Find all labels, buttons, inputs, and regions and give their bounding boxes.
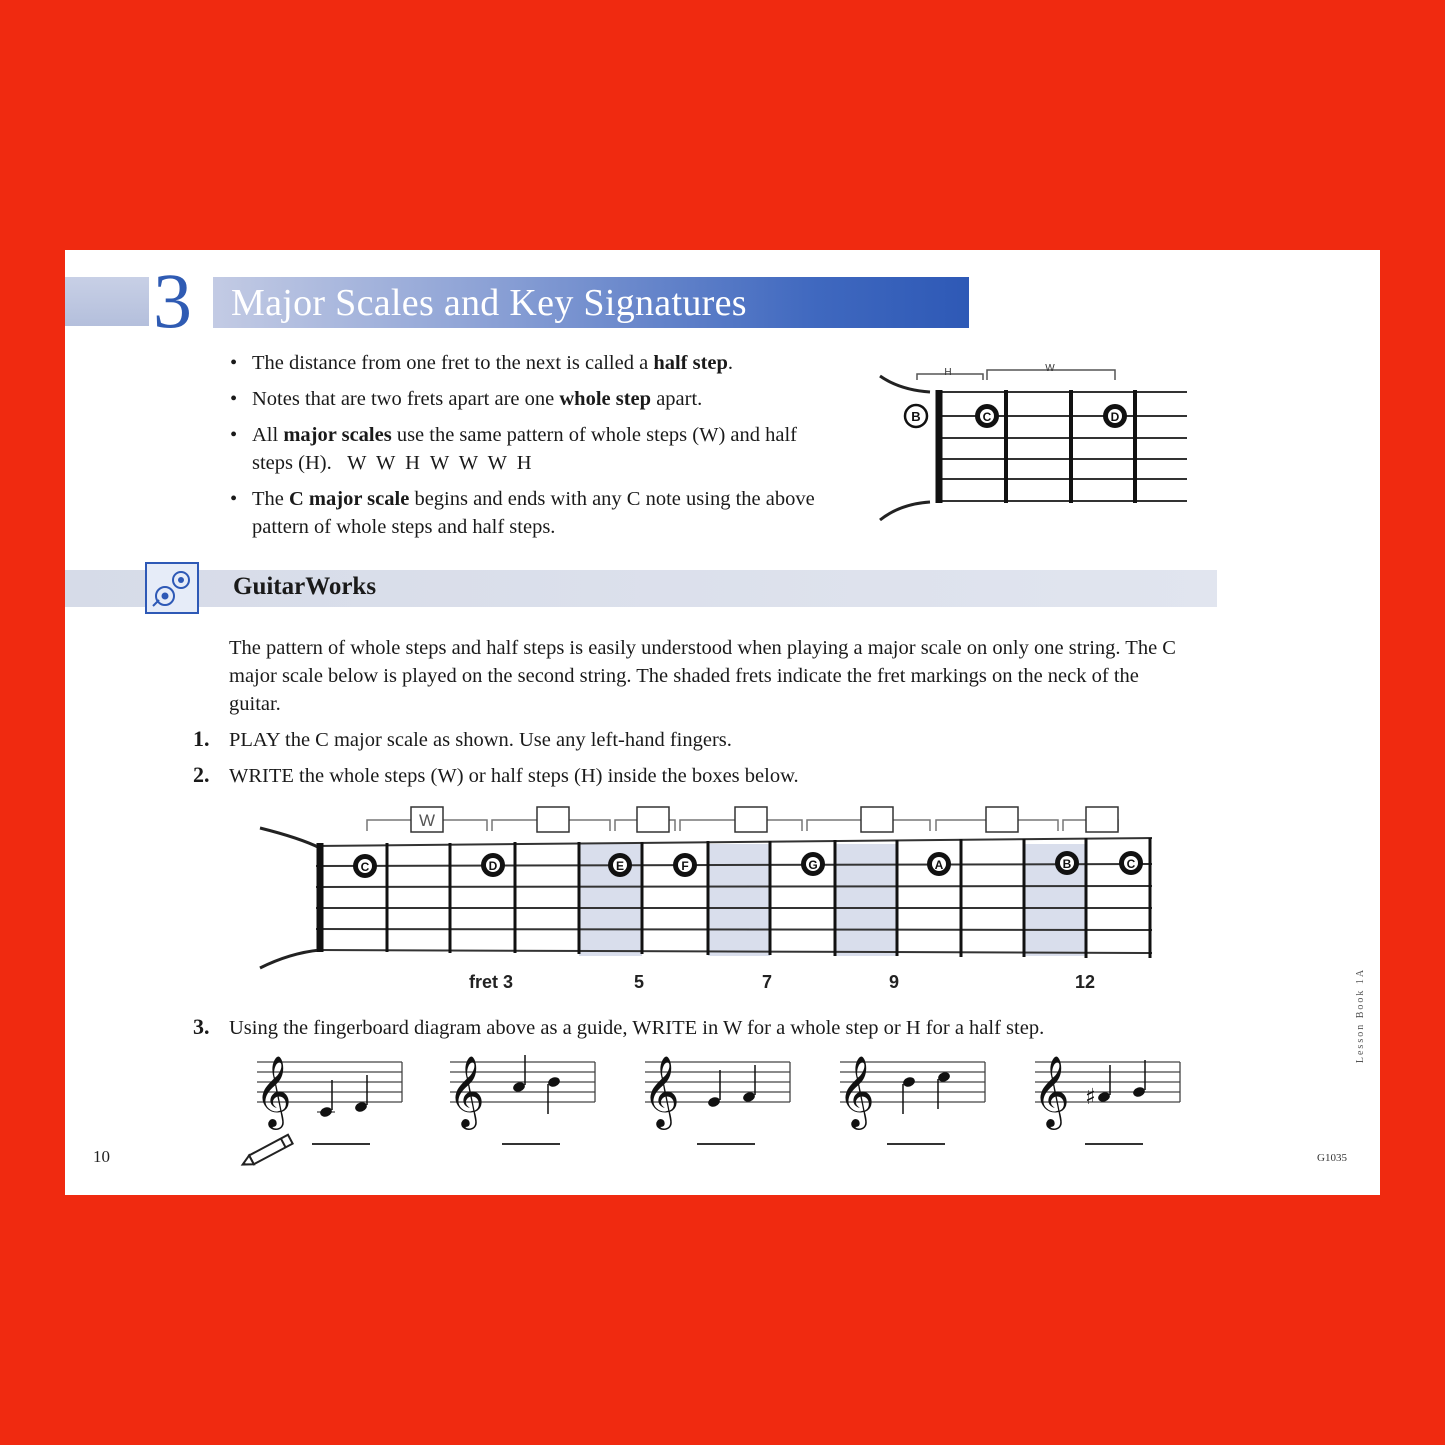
note-marker	[927, 852, 951, 876]
note-marker	[1103, 404, 1127, 428]
answer-blank[interactable]	[502, 1143, 560, 1145]
small-note-d: D	[1110, 410, 1120, 424]
answer-box-text: W	[418, 811, 436, 830]
pencil-icon	[237, 1130, 303, 1170]
note-c-low: C	[360, 860, 370, 874]
instruction-text: Using the fingerboard diagram above as a guide, WRITE in W for a whole step or H for a half step.	[229, 1017, 1045, 1039]
chapter-number: 3	[153, 257, 192, 344]
instruction-number: 3.	[193, 1014, 210, 1039]
answer-box[interactable]	[637, 807, 669, 832]
staff-exercise-5	[1033, 1054, 1180, 1130]
answer-blank[interactable]	[312, 1143, 370, 1145]
header-left-bar	[65, 277, 149, 326]
concept-bullet-list	[230, 349, 840, 549]
treble-clef-icon: 𝄞	[643, 1054, 680, 1127]
note-g: G	[808, 858, 818, 872]
staff-exercise-4	[838, 1054, 985, 1130]
treble-clef-icon: 𝄞	[255, 1054, 292, 1127]
note-c-high: C	[1126, 857, 1136, 871]
step-pattern: W W H W W W H	[347, 452, 532, 474]
treble-clef-icon: 𝄞	[838, 1054, 875, 1127]
note-e: E	[615, 859, 625, 873]
note-marker	[353, 854, 377, 878]
note-marker	[673, 853, 697, 877]
instruction-text: WRITE the whole steps (W) or half steps (H) inside the boxes below.	[229, 765, 799, 787]
fret-label: 7	[762, 972, 773, 992]
note-marker	[608, 853, 632, 877]
section-intro: The pattern of whole steps and half steps is easily understood when playing a major scale on only one string. The C major scale below is played on the second string. The shaded frets indicate the fret markings on the neck of the guitar.	[229, 637, 1176, 715]
small-note-c: C	[982, 410, 992, 424]
staff-exercise-1	[255, 1054, 402, 1130]
answer-blank[interactable]	[1085, 1143, 1143, 1145]
shaded-fret-7	[835, 844, 897, 956]
fret-label: fret 3	[469, 972, 514, 992]
instruction-3	[193, 1014, 1044, 1040]
bullet-major-scales: • All major scales use the same pattern of whole steps (W) and half steps (H). W W H W W W H	[230, 421, 840, 477]
fret-label: 12	[1075, 972, 1096, 992]
answer-box[interactable]	[986, 807, 1018, 832]
note-marker	[975, 404, 999, 428]
small-note-b: B	[911, 409, 921, 424]
small-fretboard-diagram	[875, 358, 1195, 528]
instruction-number: 2.	[193, 762, 210, 787]
treble-clef-icon: 𝄞	[448, 1054, 485, 1127]
note-marker	[1119, 851, 1143, 875]
shaded-fret-5	[708, 844, 770, 956]
answer-blank[interactable]	[697, 1143, 755, 1145]
note-d: D	[488, 859, 498, 873]
catalog-code: G1035	[1317, 1152, 1347, 1164]
note-f: F	[681, 859, 689, 873]
treble-clef-icon: 𝄞	[1033, 1054, 1070, 1127]
answer-box[interactable]	[735, 807, 767, 832]
page-number: 10	[93, 1147, 110, 1166]
fretboard-diagram	[250, 798, 1170, 973]
chapter-title: Major Scales and Key Signatures	[231, 282, 747, 324]
staff-exercise-3	[643, 1054, 790, 1130]
fret-label: 9	[889, 972, 900, 992]
workbook-page	[65, 250, 1380, 1195]
answer-box[interactable]	[537, 807, 569, 832]
bullet-c-major: • The C major scale begins and ends with any C note using the above pattern of whole steps and half steps.	[230, 485, 840, 541]
guitarworks-icon	[145, 562, 199, 614]
instruction-1	[193, 726, 732, 752]
small-step-label-whole: W	[1045, 363, 1055, 374]
section-title: GuitarWorks	[233, 573, 377, 600]
answer-box[interactable]	[861, 807, 893, 832]
side-label: Lesson Book 1A	[1355, 967, 1367, 1064]
bullet-whole-step: • Notes that are two frets apart are one whole step apart.	[230, 385, 840, 413]
staff-exercise-2	[448, 1054, 595, 1130]
bullet-half-step: • The distance from one fret to the next is called a half step.	[230, 349, 840, 377]
instruction-2	[193, 762, 799, 788]
note-b: B	[1062, 857, 1072, 871]
note-marker	[481, 853, 505, 877]
sharp-sign: ♯	[1085, 1085, 1096, 1110]
small-step-label-half: H	[944, 367, 952, 378]
note-a: A	[934, 858, 944, 872]
instruction-number: 1.	[193, 726, 210, 751]
answer-box[interactable]	[411, 807, 443, 832]
note-marker	[905, 405, 927, 427]
answer-box[interactable]	[1086, 807, 1118, 832]
instruction-text: PLAY the C major scale as shown. Use any left-hand fingers.	[229, 729, 732, 751]
fret-label: 5	[634, 972, 645, 992]
note-marker	[801, 852, 825, 876]
note-marker	[1055, 851, 1079, 875]
staff-exercises	[245, 1042, 1205, 1132]
answer-blank[interactable]	[887, 1143, 945, 1145]
